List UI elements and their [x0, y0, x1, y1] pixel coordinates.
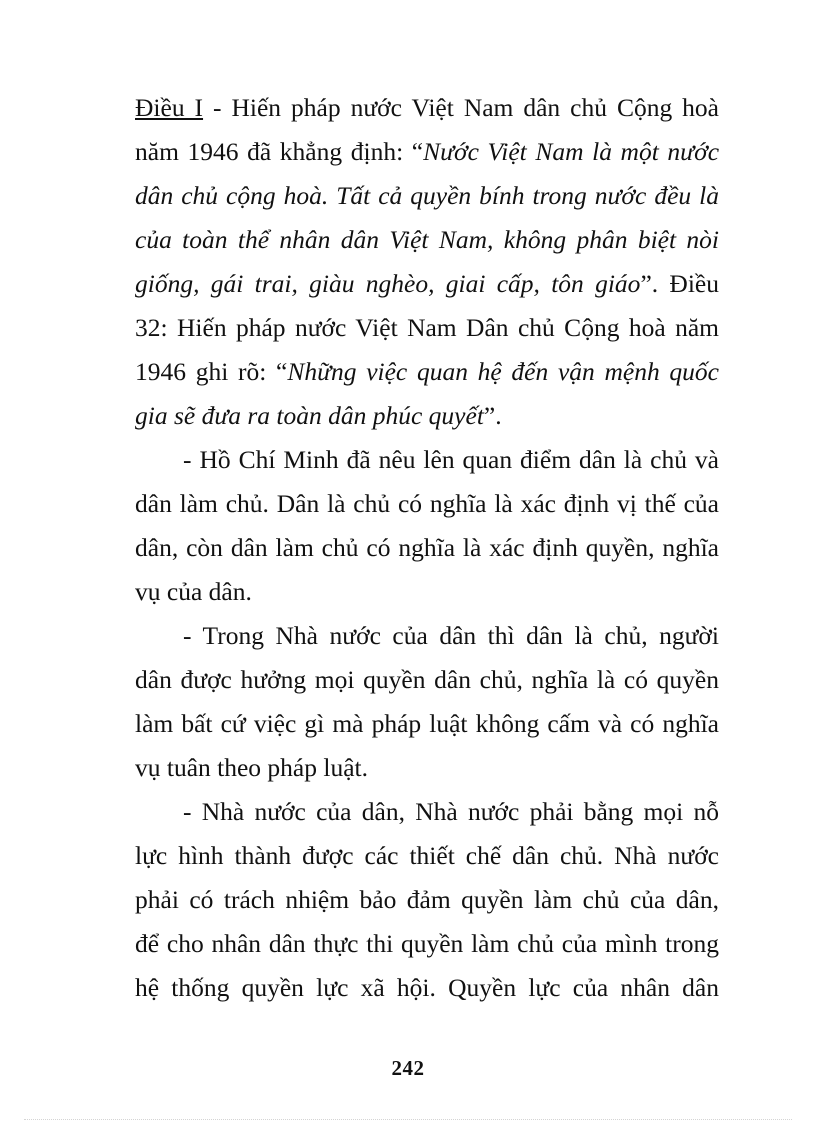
text-line: hệ thống quyền lực xã hội. Quyền lực của nhân dân — [135, 973, 719, 1002]
paragraph-first-line: - Nhà nước của dân, Nhà nước phải bằng mọi nỗ — [183, 797, 719, 826]
quote-segment: Nước Việt Nam là một nước — [423, 137, 720, 166]
text-segment: ”. — [483, 401, 502, 430]
paragraph-first-line: - Hồ Chí Minh đã nêu lên quan điểm dân là chủ và — [183, 445, 719, 474]
text-line: dân làm chủ. Dân là chủ có nghĩa là xác định vị thế của — [135, 489, 719, 518]
quote-segment: Những việc quan hệ đến vận mệnh quốc — [287, 357, 719, 386]
text-line — [135, 350, 719, 394]
text-line: dân, còn dân làm chủ có nghĩa là xác định quyền, nghĩa — [135, 533, 719, 562]
text-line: làm bất cứ việc gì mà pháp luật không cấm và có nghĩa — [135, 709, 719, 738]
quote-line: của toàn thể nhân dân Việt Nam, không phân biệt nòi — [135, 225, 719, 254]
text-line — [135, 262, 719, 306]
paragraph-first-line: - Trong Nhà nước của dân thì dân là chủ, người — [183, 621, 719, 650]
text-segment: năm 1946 đã khẳng định: “ — [135, 137, 424, 166]
text-segment: - Hiến pháp nước Việt Nam dân chủ Cộng hoà — [203, 93, 719, 122]
text-line — [135, 394, 719, 438]
text-line — [135, 86, 719, 130]
text-line: phải có trách nhiệm bảo đảm quyền làm chủ của dân, — [135, 885, 719, 914]
page-bottom-divider — [24, 1119, 792, 1120]
document-body — [135, 86, 719, 1010]
page-number: 242 — [391, 1056, 425, 1080]
text-line: lực hình thành được các thiết chế dân chủ. Nhà nước — [135, 841, 719, 870]
text-segment: ”. Điều — [640, 269, 719, 298]
article-1-label: Điều I — [135, 93, 204, 122]
text-line: để cho nhân dân thực thi quyền làm chủ của mình trong — [135, 929, 719, 958]
text-line — [135, 130, 719, 174]
quote-line: dân chủ cộng hoà. Tất cả quyền bính trong nước đều là — [135, 181, 719, 210]
text-line: 32: Hiến pháp nước Việt Nam Dân chủ Cộng hoà năm — [135, 313, 719, 342]
text-segment: 1946 ghi rõ: “ — [135, 357, 288, 386]
paragraph-last-line: vụ tuân theo pháp luật. — [135, 753, 368, 782]
quote-segment: giống, gái trai, giàu nghèo, giai cấp, tôn giáo — [135, 269, 641, 298]
quote-segment: gia sẽ đưa ra toàn dân phúc quyết — [135, 401, 484, 430]
paragraph-last-line: vụ của dân. — [135, 577, 252, 606]
text-line: dân được hưởng mọi quyền dân chủ, nghĩa là có quyền — [135, 665, 719, 694]
